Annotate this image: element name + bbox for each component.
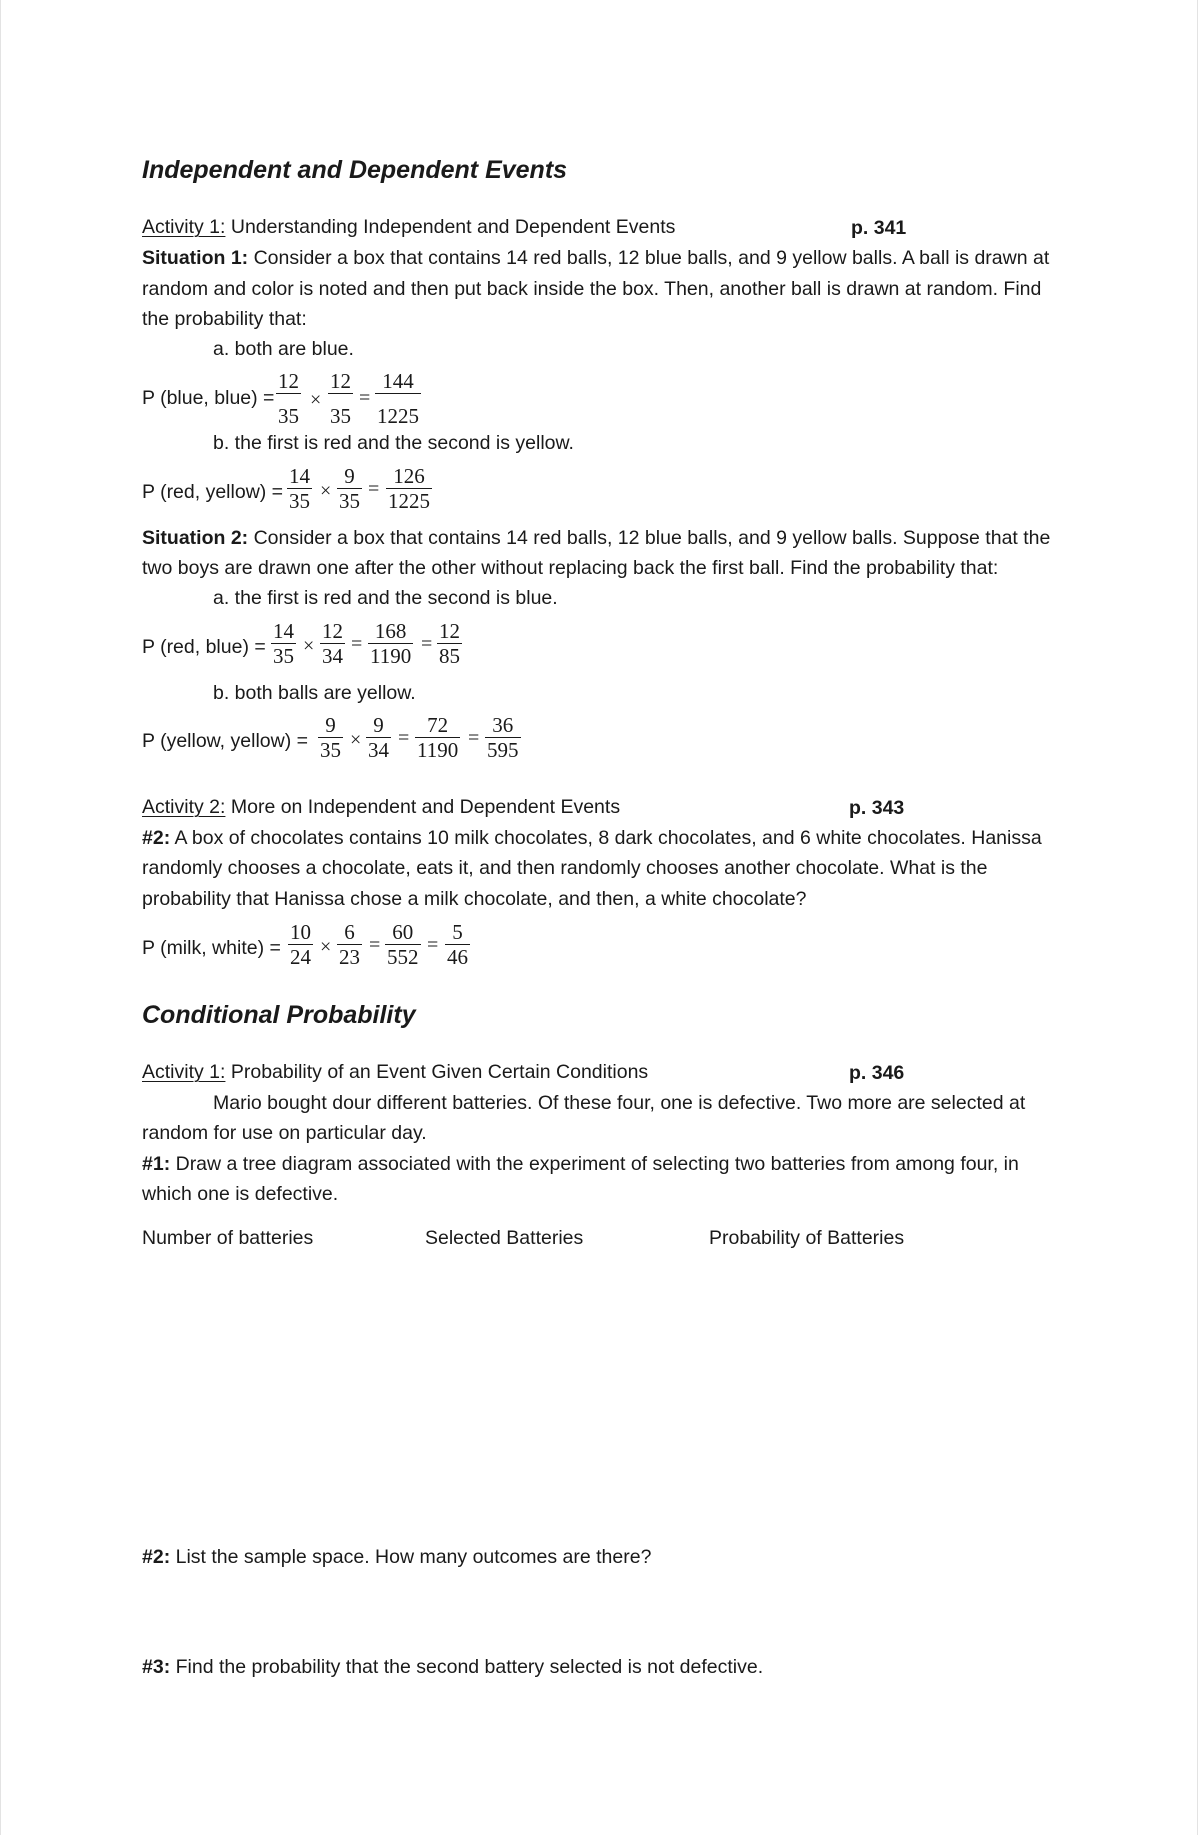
activity-label: Activity 2: bbox=[142, 796, 226, 818]
activity-title: Understanding Independent and Dependent Events bbox=[230, 216, 676, 238]
intro-line: random for use on particular day. bbox=[142, 1122, 427, 1144]
page-reference: p. 343 bbox=[849, 797, 905, 819]
page-reference: p. 346 bbox=[849, 1062, 905, 1084]
column-header-selected-batteries: Selected Batteries bbox=[425, 1227, 584, 1249]
question-line: randomly chooses a chocolate, eats it, and then randomly chooses another chocolate. What is the bbox=[142, 857, 988, 879]
equals-sign: = bbox=[427, 934, 439, 956]
equation-lhs: P (blue, blue) = bbox=[142, 387, 275, 409]
equals-sign: = bbox=[468, 727, 480, 749]
activity-label: Activity 1: bbox=[142, 216, 226, 238]
fraction: $\frac{14}{35}$ bbox=[273, 619, 294, 668]
page-edge-right bbox=[1197, 0, 1198, 1835]
equals-sign: = bbox=[368, 478, 380, 500]
fraction: $\frac{12}{35}$ bbox=[330, 369, 351, 428]
item-b-label: b. both balls are yellow. bbox=[213, 682, 416, 704]
question-label: #2: bbox=[142, 1546, 171, 1568]
activity-title: Probability of an Event Given Certain Conditions bbox=[230, 1061, 649, 1083]
situation-label: Situation 1: bbox=[142, 247, 249, 269]
activity-3-header bbox=[142, 1060, 648, 1084]
question-line: which one is defective. bbox=[142, 1183, 339, 1205]
times-sign: × bbox=[303, 635, 315, 657]
intro-line: Mario bought dour different batteries. Of these four, one is defective. Two more are selected at bbox=[213, 1092, 1026, 1114]
equals-sign: = bbox=[351, 633, 363, 655]
fraction: $\frac{60}{552}$ bbox=[387, 920, 419, 969]
fraction: $\frac{36}{595}$ bbox=[487, 713, 519, 762]
situation-2-line: Situation 2: Consider a box that contains 14 red balls, 12 blue balls, and 9 yellow balls. Suppose that the bbox=[142, 527, 1051, 549]
item-a-label: a. both are blue. bbox=[213, 338, 354, 360]
situation-1-line: Situation 1: Consider a box that contains 14 red balls, 12 blue balls, and 9 yellow balls. A ball is drawn at bbox=[142, 247, 1050, 269]
equals-sign: = bbox=[421, 633, 433, 655]
times-sign: × bbox=[320, 936, 332, 958]
equation-lhs: P (red, yellow) = bbox=[142, 481, 284, 503]
fraction: $\frac{126}{1225}$ bbox=[388, 464, 430, 513]
equation-lhs: P (milk, white) = bbox=[142, 937, 281, 959]
situation-1-line: random and color is noted and then put back inside the box. Then, another ball is drawn at random. Find bbox=[142, 278, 1042, 300]
fraction: $\frac{14}{35}$ bbox=[289, 464, 310, 513]
question-label: #2: bbox=[142, 827, 171, 849]
equals-sign: = bbox=[359, 387, 371, 409]
situation-1-line: the probability that: bbox=[142, 308, 307, 330]
equation-lhs: P (yellow, yellow) = bbox=[142, 730, 308, 752]
fraction: $\frac{144}{1225}$ bbox=[377, 369, 419, 428]
fraction: $\frac{9}{35}$ bbox=[320, 713, 341, 762]
fraction: $\frac{10}{24}$ bbox=[290, 920, 311, 969]
section-heading-independent-dependent: Independent and Dependent Events bbox=[142, 156, 568, 184]
question-line: probability that Hanissa chose a milk chocolate, and then, a white chocolate? bbox=[142, 888, 807, 910]
equation-lhs: P (red, blue) = bbox=[142, 636, 266, 658]
question-line: #2: A box of chocolates contains 10 milk chocolates, 8 dark chocolates, and 6 white chocolates. Hanissa bbox=[142, 827, 1042, 849]
question-line: #2: List the sample space. How many outcomes are there? bbox=[142, 1546, 652, 1568]
section-heading-conditional-probability: Conditional Probability bbox=[142, 1001, 416, 1029]
item-b-label: b. the first is red and the second is yellow. bbox=[213, 432, 574, 454]
column-header-probability: Probability of Batteries bbox=[709, 1227, 905, 1249]
fraction: $\frac{6}{23}$ bbox=[339, 920, 360, 969]
activity-1-header bbox=[142, 215, 675, 239]
fraction: $\frac{12}{85}$ bbox=[439, 619, 460, 668]
activity-title: More on Independent and Dependent Events bbox=[230, 796, 621, 818]
equals-sign: = bbox=[398, 727, 410, 749]
fraction: $\frac{12}{35}$ bbox=[278, 369, 299, 428]
fraction: $\frac{9}{34}$ bbox=[368, 713, 389, 762]
page-edge-left bbox=[0, 0, 1, 1835]
item-a-label: a. the first is red and the second is blue. bbox=[213, 587, 558, 609]
question-label: #3: bbox=[142, 1656, 171, 1678]
equals-sign: = bbox=[369, 934, 381, 956]
column-header-number-of-batteries: Number of batteries bbox=[142, 1227, 314, 1249]
times-sign: × bbox=[320, 480, 332, 502]
fraction: $\frac{9}{35}$ bbox=[339, 464, 360, 513]
fraction: $\frac{168}{1190}$ bbox=[370, 619, 412, 668]
situation-2-line: two boys are drawn one after the other without replacing back the first ball. Find the probability that: bbox=[142, 557, 999, 579]
activity-label: Activity 1: bbox=[142, 1061, 226, 1083]
times-sign: × bbox=[310, 389, 322, 411]
times-sign: × bbox=[350, 729, 362, 751]
situation-label: Situation 2: bbox=[142, 527, 249, 549]
activity-2-header bbox=[142, 795, 620, 819]
question-line: #1: Draw a tree diagram associated with the experiment of selecting two batteries from among four, in bbox=[142, 1153, 1019, 1175]
page-reference: p. 341 bbox=[851, 217, 907, 239]
fraction: $\frac{5}{46}$ bbox=[447, 920, 468, 969]
fraction: $\frac{72}{1190}$ bbox=[417, 713, 459, 762]
question-line: #3: Find the probability that the second battery selected is not defective. bbox=[142, 1656, 764, 1678]
question-label: #1: bbox=[142, 1153, 171, 1175]
fraction: $\frac{12}{34}$ bbox=[322, 619, 343, 668]
